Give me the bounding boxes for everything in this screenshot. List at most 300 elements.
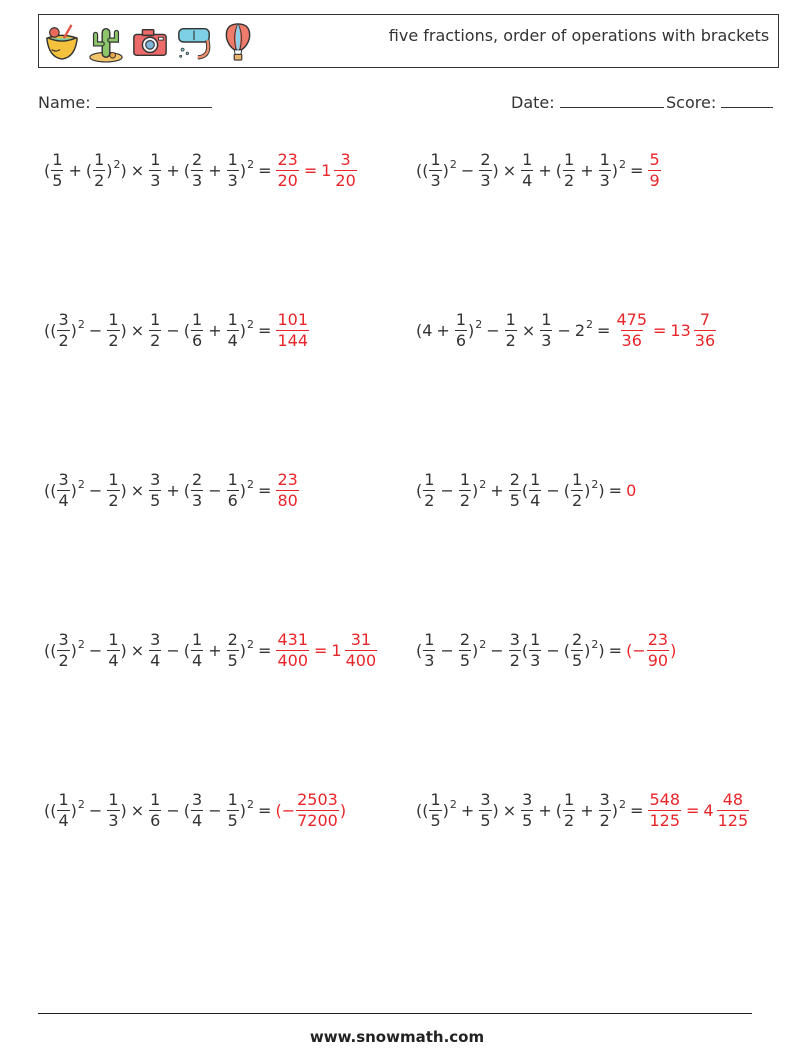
fraction: [191, 149, 203, 190]
expression-token: (: [416, 480, 423, 500]
denominator: 3: [192, 490, 203, 510]
expression-token: +: [538, 160, 552, 180]
expression-token: (: [555, 160, 563, 180]
denominator: 3: [599, 170, 610, 190]
equals-sign: =: [686, 800, 700, 820]
expression-token: ((: [416, 800, 429, 820]
expression-token: +: [208, 320, 222, 340]
numerator: 2: [192, 469, 203, 489]
date-blank[interactable]: [560, 94, 664, 108]
numerator: 1: [150, 789, 161, 809]
numerator: 31: [350, 629, 372, 649]
problem-4: [416, 308, 717, 352]
expression-token: −: [88, 320, 103, 340]
worksheet-header: [38, 14, 779, 68]
denominator: 3: [192, 170, 203, 190]
denominator: 2: [505, 330, 516, 350]
expression-token: ×: [502, 800, 517, 820]
numerator: 2: [459, 629, 471, 649]
denominator: 20: [277, 170, 298, 190]
answer-fraction: [276, 309, 309, 350]
fraction: [459, 469, 471, 510]
fraction: [227, 789, 239, 830]
denominator: 2: [571, 490, 583, 510]
answer-fraction: [647, 629, 669, 670]
numerator: 1: [430, 789, 441, 809]
expression-token: )$^2$: [70, 797, 85, 820]
numerator: 3: [522, 789, 533, 809]
fraction: [509, 469, 521, 510]
numerator: 431: [277, 629, 308, 649]
numerator: 1: [522, 149, 533, 169]
denominator: 90: [647, 650, 669, 670]
fraction: [149, 469, 161, 510]
numerator: 1: [58, 789, 69, 809]
numerator: 1: [108, 629, 119, 649]
denominator: 2: [94, 170, 105, 190]
expression-token: )$^2$: [468, 317, 483, 340]
answer: [614, 309, 717, 350]
denominator: 5: [227, 810, 238, 830]
numerator: 3: [192, 789, 203, 809]
expression-token: −: [546, 640, 560, 660]
denominator: 2: [58, 650, 69, 670]
equals-sign: =: [303, 160, 318, 180]
numerator: 3: [58, 469, 69, 489]
negative-close: ): [339, 800, 347, 820]
numerator: 23: [277, 149, 298, 169]
score-blank[interactable]: [721, 94, 773, 108]
expression-token: ): [120, 800, 127, 820]
answer: [626, 629, 677, 670]
answer-fraction: [276, 469, 298, 510]
mixed-whole: 13: [670, 320, 691, 340]
fraction: [107, 629, 119, 670]
denominator: 9: [649, 170, 660, 190]
fraction: [505, 309, 517, 350]
numerator: 1: [530, 629, 541, 649]
expression-token: )$^2$: [70, 477, 85, 500]
denominator: 4: [192, 810, 203, 830]
numerator: 1: [108, 469, 119, 489]
fraction: [599, 149, 611, 190]
expression-token: +: [166, 480, 180, 500]
answer-fraction: [615, 309, 648, 350]
numerator: 1: [530, 469, 541, 489]
fraction: [429, 149, 441, 190]
denominator: 5: [522, 810, 533, 830]
fraction: [479, 149, 491, 190]
numerator: 3: [509, 629, 520, 649]
fraction: [423, 469, 435, 510]
fraction: [227, 469, 239, 510]
answer: [275, 149, 357, 190]
expression-token: (: [416, 640, 423, 660]
problem-9: [44, 788, 346, 832]
fraction: [149, 149, 161, 190]
expression-token: ): [598, 480, 605, 500]
expression-token: ×: [521, 320, 536, 340]
numerator: 3: [58, 309, 69, 329]
numerator: 3: [150, 469, 161, 489]
expression-token: +: [490, 480, 504, 500]
denominator: 36: [694, 330, 716, 350]
numerator: 475: [616, 309, 647, 329]
numerator: 5: [649, 149, 660, 169]
expression-token: )$^2$: [611, 797, 627, 820]
fraction: [57, 309, 69, 350]
expression-token: )$^2$: [239, 637, 255, 660]
fraction: [191, 469, 203, 510]
answer: [275, 309, 310, 350]
numerator: 1: [564, 149, 575, 169]
expression-token: (: [183, 640, 191, 660]
negative-open: (−: [626, 640, 646, 660]
problem-6: [416, 468, 636, 512]
expression-token: ×: [130, 160, 145, 180]
expression-token: −: [460, 160, 475, 180]
denominator: 2: [108, 330, 119, 350]
expression-token: )$^2$: [472, 637, 487, 660]
denominator: 6: [227, 490, 238, 510]
answer-fraction: [648, 149, 660, 190]
expression-token: ((: [44, 480, 57, 500]
numerator: 2503: [297, 789, 338, 809]
numerator: 1: [52, 149, 63, 169]
fraction: [227, 629, 239, 670]
equals-sign: =: [608, 640, 623, 660]
expression-token: ((: [44, 800, 57, 820]
expression-token: −: [166, 800, 180, 820]
fraction: [57, 629, 69, 670]
problem-2: [416, 148, 662, 192]
numerator: 1: [599, 149, 610, 169]
expression-token: )$^2$: [442, 797, 457, 820]
numerator: 3: [58, 629, 69, 649]
numerator: 7: [699, 309, 711, 329]
expression-token: +: [580, 800, 594, 820]
name-blank[interactable]: [96, 94, 212, 108]
fraction: [191, 309, 203, 350]
date-label: Date:: [511, 93, 555, 112]
expression-token: −: [166, 640, 180, 660]
equals-sign: =: [608, 480, 623, 500]
fraction: [563, 149, 575, 190]
denominator: 2: [58, 330, 69, 350]
negative-close: ): [670, 640, 677, 660]
equals-sign: =: [258, 480, 272, 500]
numerator: 1: [541, 309, 552, 329]
expression-token: (: [183, 320, 191, 340]
fraction: [521, 789, 533, 830]
expression-token: )$^2$: [70, 637, 85, 660]
date-field[interactable]: [511, 93, 664, 112]
numerator: 3: [150, 629, 161, 649]
coconut-drink-icon: [43, 21, 81, 63]
expression-token: −: [486, 320, 500, 340]
fraction: [509, 629, 521, 670]
fraction: [429, 789, 441, 830]
expression-token: (: [85, 160, 93, 180]
expression-token: )$^2$: [239, 157, 255, 180]
expression-token: −: [208, 800, 222, 820]
expression-token: ): [120, 480, 127, 500]
answer-fraction: [276, 149, 298, 190]
numerator: 1: [505, 309, 516, 329]
expression-token: −: [557, 320, 571, 340]
denominator: 3: [530, 650, 541, 670]
numerator: 3: [599, 789, 610, 809]
expression-token: (: [183, 160, 191, 180]
name-field[interactable]: [38, 93, 212, 112]
expression-token: $2^2$: [574, 317, 594, 340]
footer-divider: [38, 1013, 752, 1014]
problem-8: [416, 628, 676, 672]
fraction: [149, 629, 161, 670]
expression-token: +: [166, 160, 180, 180]
denominator: 3: [424, 650, 435, 670]
equals-sign: =: [630, 160, 644, 180]
problem-1: [44, 148, 358, 192]
problem-10: [416, 788, 750, 832]
fraction: [571, 469, 583, 510]
fraction: [57, 789, 69, 830]
denominator: 2: [424, 490, 435, 510]
denominator: 4: [522, 170, 533, 190]
fraction: [57, 469, 69, 510]
fraction: [540, 309, 552, 350]
snorkel-mask-icon: [175, 21, 213, 63]
fraction: [529, 629, 541, 670]
numerator: 1: [150, 309, 161, 329]
answer-fraction: [296, 789, 339, 830]
mixed-fraction: [694, 309, 716, 350]
expression-token: +: [208, 160, 222, 180]
numerator: 1: [227, 789, 238, 809]
denominator: 6: [150, 810, 161, 830]
denominator: 5: [52, 170, 63, 190]
denominator: 3: [150, 170, 161, 190]
denominator: 2: [564, 170, 575, 190]
mixed-whole: 4: [703, 800, 714, 820]
expression-token: −: [88, 640, 103, 660]
numerator: 101: [277, 309, 308, 329]
numerator: 1: [227, 149, 238, 169]
numerator: 2: [192, 149, 203, 169]
denominator: 5: [509, 490, 520, 510]
denominator: 144: [277, 330, 308, 350]
equals-sign: =: [258, 320, 272, 340]
denominator: 3: [541, 330, 552, 350]
numerator: 23: [647, 629, 669, 649]
expression-token: ): [598, 640, 605, 660]
numerator: 1: [564, 789, 575, 809]
answer: [275, 789, 347, 830]
mixed-fraction: [717, 789, 750, 830]
denominator: 400: [277, 650, 308, 670]
expression-token: )$^2$: [611, 157, 627, 180]
denominator: 125: [717, 810, 749, 830]
numerator: 2: [509, 469, 520, 489]
expression-token: +: [460, 800, 475, 820]
fraction: [149, 789, 161, 830]
fraction: [93, 149, 105, 190]
fraction: [479, 789, 491, 830]
expression-token: (: [183, 480, 191, 500]
denominator: 5: [150, 490, 161, 510]
expression-token: ((: [44, 320, 57, 340]
fraction: [191, 789, 203, 830]
fraction: [149, 309, 161, 350]
expression-token: ): [492, 160, 499, 180]
denominator: 80: [277, 490, 298, 510]
equals-sign: =: [258, 160, 272, 180]
numerator: 1: [459, 469, 471, 489]
expression-token: (4: [416, 320, 433, 340]
expression-token: −: [166, 320, 180, 340]
score-label: Score:: [666, 93, 717, 112]
denominator: 5: [430, 810, 441, 830]
expression-token: )$^2$: [584, 477, 599, 500]
answer-fraction: [648, 789, 681, 830]
denominator: 3: [480, 170, 491, 190]
expression-token: ×: [130, 640, 145, 660]
numerator: 1: [424, 629, 435, 649]
expression-token: ): [120, 320, 127, 340]
answer: [275, 629, 378, 670]
expression-token: )$^2$: [70, 317, 85, 340]
fraction: [423, 629, 435, 670]
equals-sign: =: [630, 800, 644, 820]
denominator: 6: [192, 330, 203, 350]
expression-token: −: [546, 480, 560, 500]
equals-sign: =: [258, 640, 272, 660]
denominator: 4: [150, 650, 161, 670]
denominator: 5: [571, 650, 583, 670]
expression-token: ((: [44, 640, 57, 660]
fraction: [107, 309, 119, 350]
expression-token: (: [555, 800, 563, 820]
expression-token: (: [521, 480, 529, 500]
expression-token: (: [44, 160, 51, 180]
denominator: 2: [564, 810, 575, 830]
expression-token: ×: [130, 800, 145, 820]
denominator: 4: [58, 490, 69, 510]
fraction: [599, 789, 611, 830]
numerator: 1: [192, 309, 203, 329]
expression-token: −: [88, 800, 103, 820]
fraction: [529, 469, 541, 510]
expression-token: )$^2$: [584, 637, 599, 660]
denominator: 2: [150, 330, 161, 350]
expression-token: +: [538, 800, 552, 820]
problem-3: [44, 308, 310, 352]
denominator: 4: [108, 650, 119, 670]
expression-token: ×: [130, 480, 145, 500]
fraction: [563, 789, 575, 830]
cactus-icon: [87, 21, 125, 63]
numerator: 1: [424, 469, 435, 489]
worksheet-title: five fractions, order of operations with brackets: [388, 26, 770, 45]
expression-token: (: [563, 480, 570, 500]
equals-sign: =: [258, 800, 272, 820]
problem-5: [44, 468, 300, 512]
equals-sign: =: [314, 640, 328, 660]
denominator: 3: [108, 810, 119, 830]
numerator: 3: [480, 789, 491, 809]
expression-token: −: [208, 480, 222, 500]
expression-token: +: [68, 160, 82, 180]
fraction: [571, 629, 583, 670]
denominator: 5: [227, 650, 238, 670]
answer: [626, 481, 636, 500]
answer: [647, 789, 750, 830]
equals-sign: =: [597, 320, 611, 340]
denominator: 7200: [297, 810, 338, 830]
numerator: 1: [192, 629, 203, 649]
denominator: 4: [530, 490, 541, 510]
denominator: 2: [599, 810, 610, 830]
negative-open: (−: [275, 800, 296, 820]
expression-token: (: [183, 800, 191, 820]
mixed-whole: 1: [321, 160, 332, 180]
denominator: 125: [649, 810, 680, 830]
fraction: [227, 149, 239, 190]
expression-token: ((: [416, 160, 429, 180]
numerator: 1: [94, 149, 105, 169]
denominator: 2: [509, 650, 520, 670]
mixed-fraction: [334, 149, 356, 190]
numerator: 1: [227, 469, 238, 489]
score-field[interactable]: [666, 93, 773, 112]
numerator: 2: [227, 629, 238, 649]
denominator: 5: [480, 810, 491, 830]
mixed-fraction: [345, 629, 378, 670]
denominator: 6: [455, 330, 467, 350]
expression-token: +: [208, 640, 222, 660]
expression-token: )$^2$: [442, 157, 457, 180]
fraction: [455, 309, 467, 350]
numerator: 2: [571, 629, 583, 649]
fraction: [51, 149, 63, 190]
answer-fraction: [276, 629, 309, 670]
footer-url: www.snowmath.com: [309, 1028, 485, 1046]
denominator: 3: [227, 170, 238, 190]
denominator: 4: [227, 330, 238, 350]
fraction: [191, 629, 203, 670]
problem-7: [44, 628, 378, 672]
expression-token: −: [88, 480, 103, 500]
expression-token: )$^2$: [472, 477, 487, 500]
expression-token: ×: [502, 160, 517, 180]
numerator: 1: [455, 309, 467, 329]
denominator: 4: [192, 650, 203, 670]
numerator: 1: [227, 309, 238, 329]
answer: [275, 469, 299, 510]
answer-value: 0: [626, 480, 637, 500]
equals-sign: =: [653, 320, 667, 340]
answer: [647, 149, 661, 190]
denominator: 400: [345, 650, 377, 670]
numerator: 1: [108, 309, 119, 329]
expression-token: ): [492, 800, 499, 820]
expression-token: ×: [130, 320, 145, 340]
name-label: Name:: [38, 93, 91, 112]
numerator: 2: [480, 149, 491, 169]
fraction: [459, 629, 471, 670]
numerator: 1: [430, 149, 441, 169]
expression-token: +: [580, 160, 594, 180]
